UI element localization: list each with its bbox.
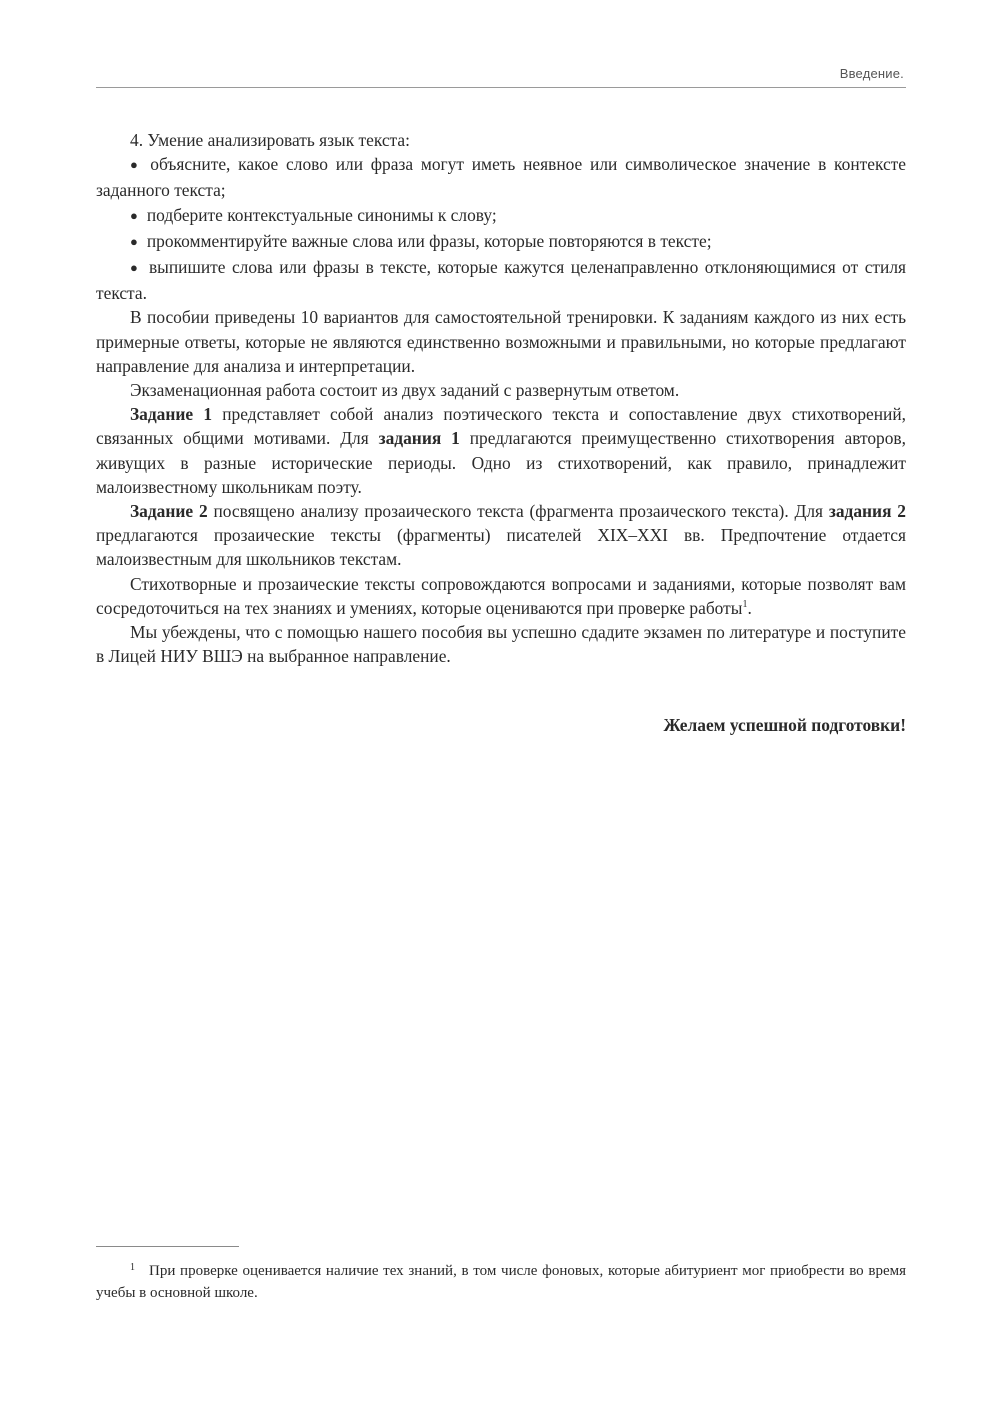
footnote bbox=[96, 1261, 906, 1304]
running-title: Введение. bbox=[839, 66, 904, 81]
task-2-text-b: предлагаются прозаические тексты (фрагменты) писателей XIX–XXI вв. Предпочтение отдается малоизвестным для школьников текстам. bbox=[96, 525, 906, 570]
paragraph-task-2 bbox=[96, 499, 906, 572]
task-1-label-repeat: задания 1 bbox=[378, 428, 460, 449]
closing-wish: Желаем успешной подготовки! bbox=[663, 715, 906, 735]
footnote-divider bbox=[96, 1246, 239, 1247]
paragraph-questions-text: Стихотворные и прозаические тексты сопровождаются вопросами и заданиями, которые позволят вам сосредоточиться на тех знаниях и умениях, которые оцениваются при проверке работы bbox=[96, 573, 906, 618]
task-2-label: Задание 2 bbox=[130, 501, 208, 522]
paragraph-task-1 bbox=[96, 402, 906, 499]
footnote-mark: 1 bbox=[130, 1262, 135, 1273]
paragraph-questions-end: . bbox=[747, 597, 752, 618]
footnote-paragraph bbox=[96, 1261, 906, 1304]
paragraph-exam-structure: Экзаменационная работа состоит из двух заданий с развернутым ответом. bbox=[130, 380, 680, 401]
skill-4-heading: 4. Умение анализировать язык текста: bbox=[130, 130, 410, 150]
bullet-item-3: ● прокомментируйте важные слова или фразы, которые повторяются в тексте; bbox=[96, 229, 906, 255]
main-text bbox=[96, 128, 906, 668]
footnote-text: При проверке оценивается наличие тех знаний, в том числе фоновых, которые абитуриент мог приобрести во время учебы в основной школе. bbox=[96, 1263, 906, 1301]
bullet-item-1: ● объясните, какое слово или фраза могут иметь неявное или символическое значение в контексте заданного текста; bbox=[96, 152, 906, 202]
paragraph-confident: Мы убеждены, что с помощью нашего пособия вы успешно сдадите экзамен по литературе и поступите в Лицей НИУ ВШЭ на выбранное направление. bbox=[96, 622, 906, 667]
bullet-item-2: ● подберите контекстуальные синонимы к слову; bbox=[96, 203, 906, 229]
task-1-label: Задание 1 bbox=[130, 404, 213, 425]
footnote-reference[interactable]: 1 bbox=[742, 599, 748, 611]
task-2-text-a: посвящено анализу прозаического текста (фрагмента прозаического текста). Для bbox=[207, 501, 829, 522]
bullet-item-4: ● выпишите слова или фразы в тексте, которые кажутся целенаправленно отклоняющимися от стиля текста. bbox=[96, 255, 906, 305]
task-2-label-repeat: задания 2 bbox=[828, 501, 906, 522]
task-1-text-b: предлагаются преимущественно стихотворения авторов, живущих в разные исторические периоды. Одно из стихотворений, как правило, принадлежит малоизвестному школьникам поэту. bbox=[96, 428, 906, 497]
task-1-text-a: представляет собой анализ поэтического текста и сопоставление двух стихотворений, связанных общими мотивами. Для bbox=[96, 404, 907, 449]
paragraph-variants: В пособии приведены 10 вариантов для самостоятельной тренировки. К заданиям каждого из них есть примерные ответы, которые не являются единственно возможными и правильными, но которые предлагают направление для анализа и интерпретации. bbox=[96, 307, 906, 376]
paragraph-questions bbox=[96, 572, 906, 620]
header-divider bbox=[96, 87, 906, 88]
